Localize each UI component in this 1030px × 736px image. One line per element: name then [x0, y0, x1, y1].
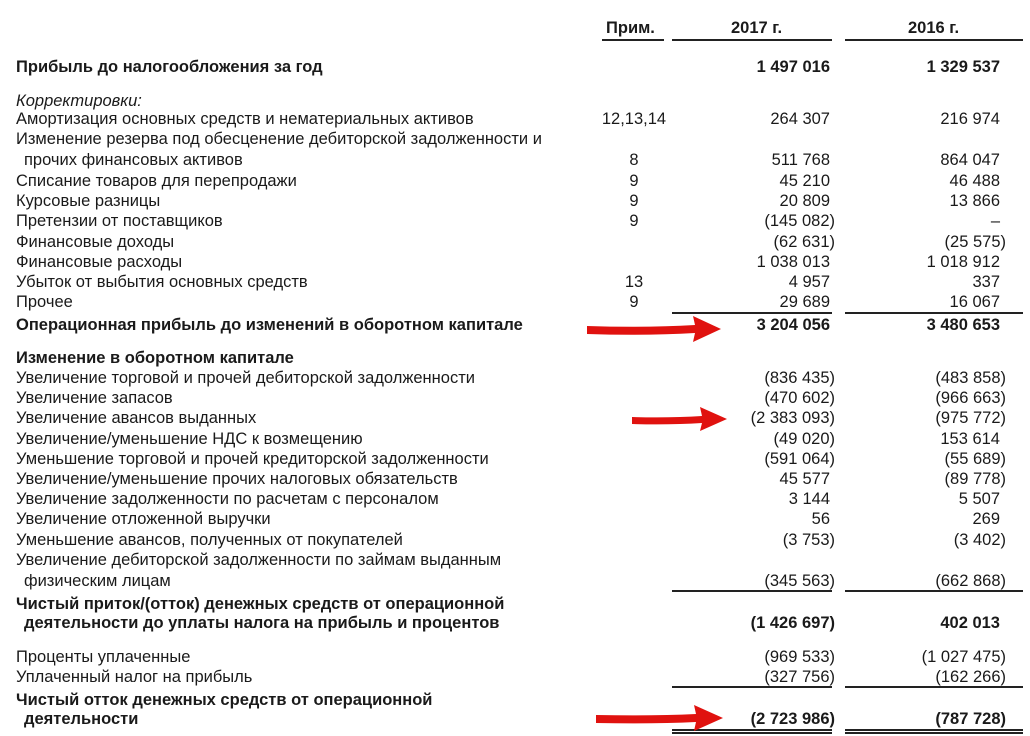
row-label: Увеличение задолженности по расчетам с персоналом	[16, 490, 439, 508]
value-2017: (345 563)	[764, 572, 835, 590]
total-line-2016-a	[845, 729, 1023, 731]
note-ref: 9	[629, 293, 639, 311]
header-underline-2016	[845, 39, 1023, 41]
subtotal-line-2016	[845, 590, 1023, 592]
row-label: Увеличение дебиторской задолженности по займам выданным	[16, 551, 502, 569]
value-2016: 216 974	[940, 110, 1000, 128]
value-2017: (591 064)	[764, 450, 835, 468]
row-label: Финансовые доходы	[16, 233, 175, 251]
row-label: Изменение резерва под обесценение дебиторской задолженности и	[16, 130, 542, 148]
value-2016: (55 689)	[944, 450, 1006, 468]
column-header-2016: 2016 г.	[908, 19, 960, 37]
row-label: Чистый отток денежных средств от операционной	[16, 691, 433, 709]
note-ref: 13	[624, 273, 644, 291]
value-2017: (327 756)	[764, 668, 835, 686]
row-label: Увеличение запасов	[16, 389, 173, 407]
value-2016: (3 402)	[953, 531, 1006, 549]
note-ref: 9	[629, 212, 639, 230]
row-label: Претензии от поставщиков	[16, 212, 223, 230]
row-label: Финансовые расходы	[16, 253, 183, 271]
value-2017: 264 307	[770, 110, 830, 128]
value-2016: (975 772)	[935, 409, 1006, 427]
row-label: Проценты уплаченные	[16, 648, 191, 666]
value-2016: (162 266)	[935, 668, 1006, 686]
row-label: Амортизация основных средств и нематериальных активов	[16, 110, 474, 128]
value-2017: 1 497 016	[756, 58, 830, 76]
row-label: Изменение в оборотном капитале	[16, 349, 294, 367]
row-label: Прочее	[16, 293, 73, 311]
total-line-2016-b	[845, 732, 1023, 734]
value-2016: 3 480 653	[926, 316, 1000, 334]
value-2016: (966 663)	[935, 389, 1006, 407]
value-2017: 29 689	[779, 293, 830, 311]
value-2017: (145 082)	[764, 212, 835, 230]
value-2017: (836 435)	[764, 369, 835, 387]
row-label: прочих финансовых активов	[24, 151, 243, 169]
row-label: Увеличение/уменьшение НДС к возмещению	[16, 430, 363, 448]
note-ref: 9	[629, 172, 639, 190]
note-ref: 9	[629, 192, 639, 210]
row-label: Списание товаров для перепродажи	[16, 172, 297, 190]
value-2017: 45 210	[779, 172, 830, 190]
row-label: Операционная прибыль до изменений в оборотном капитале	[16, 316, 523, 334]
column-header-note: Прим.	[606, 19, 655, 37]
value-2016: 1 018 912	[926, 253, 1000, 271]
row-label: Корректировки:	[16, 92, 142, 110]
row-label: Курсовые разницы	[16, 192, 161, 210]
value-2016: –	[990, 212, 1000, 230]
subtotal-line-2017	[672, 590, 832, 592]
row-label: Прибыль до налогообложения за год	[16, 58, 323, 76]
value-2017: 511 768	[771, 151, 830, 169]
red-arrow-icon	[585, 312, 725, 346]
row-label: Увеличение/уменьшение прочих налоговых обязательств	[16, 470, 458, 488]
value-2016: (89 778)	[944, 470, 1006, 488]
value-2016: 13 866	[949, 192, 1000, 210]
value-2016: 402 013	[940, 614, 1000, 632]
row-label: Увеличение отложенной выручки	[16, 510, 271, 528]
value-2016: (787 728)	[935, 710, 1006, 728]
note-ref: 12,13,14	[601, 110, 667, 128]
column-header-2017: 2017 г.	[731, 19, 783, 37]
value-2017: 3 204 056	[756, 316, 830, 334]
row-label: Увеличение авансов выданных	[16, 409, 257, 427]
value-2016: 337	[972, 273, 1000, 291]
value-2017: 20 809	[779, 192, 830, 210]
row-label: деятельности	[24, 710, 139, 728]
row-label: Чистый приток/(отток) денежных средств от операционной	[16, 595, 505, 613]
red-arrow-icon	[630, 403, 730, 435]
value-2016: (1 027 475)	[921, 648, 1006, 666]
row-label: Уплаченный налог на прибыль	[16, 668, 253, 686]
value-2017: (470 602)	[764, 389, 835, 407]
subtotal-line-2016	[845, 686, 1023, 688]
value-2017: 4 957	[788, 273, 830, 291]
value-2016: (483 858)	[935, 369, 1006, 387]
value-2017: (969 533)	[764, 648, 835, 666]
value-2017: (2 383 093)	[750, 409, 835, 427]
row-label: Убыток от выбытия основных средств	[16, 273, 308, 291]
header-underline-note	[602, 39, 664, 41]
row-label: Уменьшение торговой и прочей кредиторской задолженности	[16, 450, 489, 468]
value-2017: 56	[811, 510, 830, 528]
subtotal-line-2016	[845, 312, 1023, 314]
value-2017: (3 753)	[782, 531, 835, 549]
value-2017: 1 038 013	[756, 253, 830, 271]
value-2017: 45 577	[779, 470, 830, 488]
value-2016: 5 507	[958, 490, 1000, 508]
value-2017: (49 020)	[773, 430, 835, 448]
value-2017: (62 631)	[773, 233, 835, 251]
value-2017: (2 723 986)	[750, 710, 835, 728]
note-ref: 8	[629, 151, 639, 169]
row-label: деятельности до уплаты налога на прибыль и процентов	[24, 614, 500, 632]
subtotal-line-2017	[672, 686, 832, 688]
value-2016: 864 047	[940, 151, 1000, 169]
header-underline-2017	[672, 39, 832, 41]
red-arrow-icon	[594, 702, 726, 734]
value-2017: (1 426 697)	[750, 614, 835, 632]
value-2016: 269	[972, 510, 1000, 528]
value-2016: 153 614	[940, 430, 1000, 448]
value-2016: 16 067	[949, 293, 1000, 311]
value-2016: 46 488	[949, 172, 1000, 190]
value-2016: (25 575)	[944, 233, 1006, 251]
row-label: Увеличение торговой и прочей дебиторской задолженности	[16, 369, 475, 387]
value-2016: (662 868)	[935, 572, 1006, 590]
row-label: Уменьшение авансов, полученных от покупателей	[16, 531, 403, 549]
value-2016: 1 329 537	[926, 58, 1000, 76]
row-label: физическим лицам	[24, 572, 171, 590]
value-2017: 3 144	[788, 490, 830, 508]
